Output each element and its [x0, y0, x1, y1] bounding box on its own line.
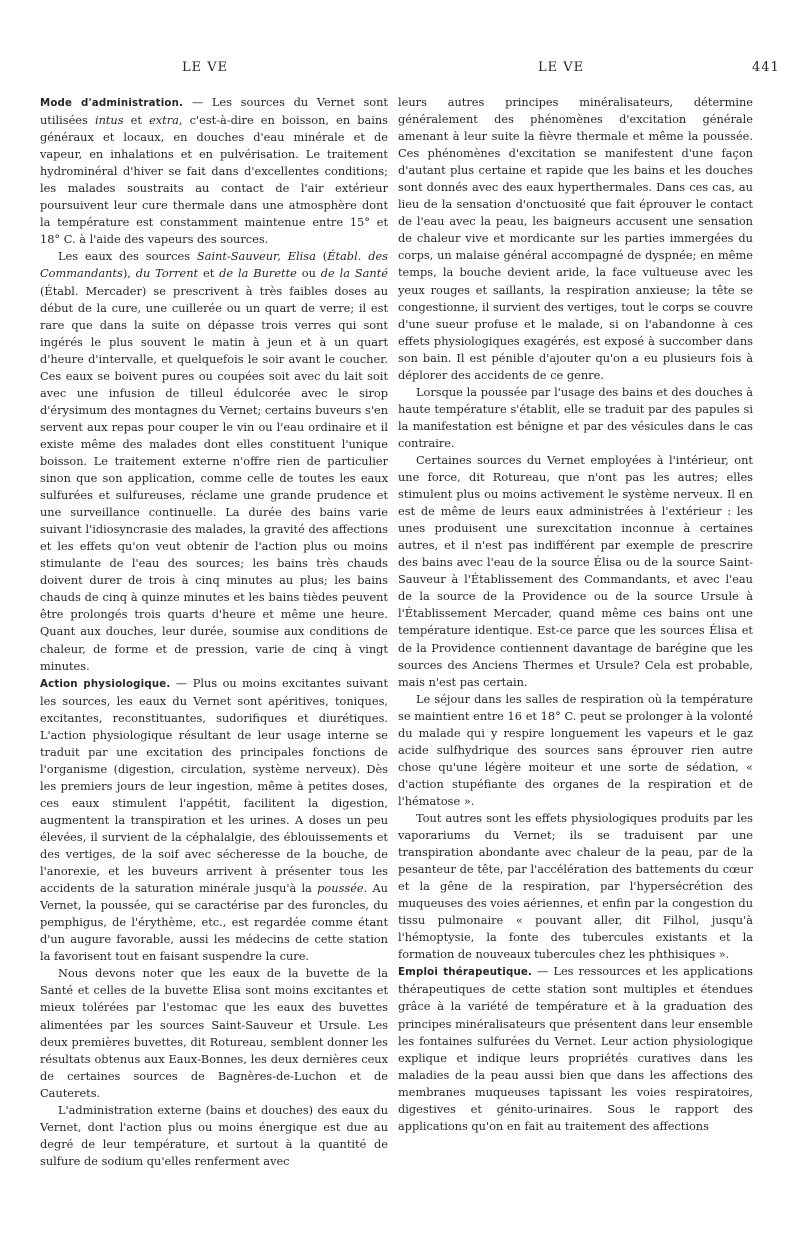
right-column — [398, 94, 753, 1220]
paragraph-salles-respiration: Le séjour dans les salles de respiration où la température se maintient entre 16 et 18° C. peut se prolonger à la volonté du malade qui y respire longuement les vapeurs et le gaz acide sulfhydrique des sources sans éprouver rien autre chose qu'une légère moiteur et une sorte de sédation, « d'action stupéfiante des organes de la respiration et de l'hématose ». — [398, 691, 753, 808]
section-heading: Mode d'administration. — [40, 98, 184, 109]
section-heading: Action physiologique. — [40, 678, 171, 690]
paragraph-buvettes: Nous devons noter que les eaux de la buvette de la Santé et celles de la buvette Elisa sont moins excitantes et mieux tolérées par l'estomac que les eaux des buvettes alimentées par les sources Saint-Sauveur et Ursule. Les deux premières buvettes, dit Rotureau, semblent donner les résultats obtenus aux Eaux-Bonnes, les deux dernières ceux de certaines sources de Bagnères-de-Luchon et de Cauterets. — [40, 966, 388, 1100]
paragraph-mode-administration: Mode d'administration. — Les sources du Vernet sont utilisées intus et extra, c'est-à-dire en boisson, en bains généraux et locaux, en douches d'eau minérale et de vapeur, en inhalations et en pulvérisation. Le traitement hydrominéral d'hiver se fait dans d'excellentes conditions; les malades soustraits au contact de l'air extérieur poursuivent leur cure thermale dans une atmosphère dont la température est constamment maintenue entre 15° et 18° C. à l'aide des vapeurs des sources. — [40, 95, 388, 247]
paragraph-action-physiologique: Action physiologique. — Plus ou moins excitantes suivant les sources, les eaux du Vernet sont apéritives, toniques, excitantes, reconstituantes, sudorifiques et diurétiques. L'action physiologique résultant de leur usage interne se traduit par une excitation des principales fonctions de l'organisme (digestion, circulation, système nerveux). Dès les premiers jours de leur ingestion, même à petites doses, ces eaux stimulent l'appétit, facilitent la digestion, augmentent la transpiration et les urines. A doses un peu élevées, il survient de la céphalalgie, des éblouissements et des vertiges, de la soif avec sécheresse de la bouche, de l'anorexie, et les buveurs arrivent à présenter tous les accidents de la saturation minérale jusqu'à la poussée. Au Vernet, la poussée, qui se caractérise par des furoncles, du pemphigus, de l'érythème, etc., est regardée comme étant d'un augure favorable, aussi les médecins de cette station la favorisent tout en faisant suspendre la cure. — [40, 675, 388, 964]
section-heading: Emploi thérapeutique. — [398, 967, 533, 979]
paragraph-administration-externe: L'administration externe (bains et douches) des eaux du Vernet, dont l'action plus ou moins énergique est due au degré de leur température, et surtout à la quantité de sulfure de sodium qu'elles renferment avec — [40, 1102, 388, 1168]
paragraph-continuation: leurs autres principes minéralisateurs, détermine généralement des phénomènes d'excitation générale amenant à leur suite la fièvre thermale et même la poussée. Ces phénomènes d'excitation se manifestent d'une façon d'autant plus certaine et rapide que les bains et les douches sont donnés avec des eaux hyperthermales. Dans ces cas, au lieu de la sensation d'onctuosité que fait éprouver le contact de l'eau avec la peau, les baigneurs accusent une sensation de chaleur vive et mordicante sur les parties immergées du corps, un malaise général accompagné de dyspnée; en même temps, la bouche devient aride, la face vultueuse avec les yeux rouges et saillants, la respiration anxieuse; la tête se congestionne, il survient des vertiges, tout le corps se couvre d'une sueur profuse et le malade, si on l'abandonne à ces effets physiologiques exagérés, est exposé à succomber dans son bain. Il est pénible d'ajouter qu'on a eu plusieurs fois à déplorer des accidents de ce genre. — [398, 95, 753, 382]
page-number: 441 — [752, 60, 780, 75]
paragraph-sources-comparison: Certaines sources du Vernet employées à l'intérieur, ont une force, dit Rotureau, que n'ont pas les autres; elles stimulent plus ou moins activement le système nerveux. Il en est de même de leurs eaux administrées à l'extérieur : les unes produisent une surexcitation inconnue à certaines autres, et il n'est pas indifférent par exemple de prescrire des bains avec l'eau de la source Élisa ou de la source Saint-Sauveur à l'Établissement des Commandants, et avec l'eau de la source de la Providence ou de la source Ursule à l'Établissement Mercader, quand même ces bains ont une température identique. Est-ce parce que les sources Élisa et de la Providence contiennent davantage de barégine que les sources des Anciens Thermes et Ursule? Cela est probable, mais n'est pas certain. — [398, 452, 753, 689]
running-head-right: LE VE — [538, 60, 585, 75]
running-head-left: LE VE — [182, 60, 229, 75]
paragraph-emploi-therapeutique: Emploi thérapeutique. — Les ressources et les applications thérapeutiques de cette station sont multiples et étendues grâce à la variété de température et à la graduation des principes minéralisateurs que présentent dans leur ensemble les fontaines sulfurées du Vernet. Leur action physiologique explique et indique leurs propriétés curatives dans les maladies de la peau aussi bien que dans les affections des membranes muqueuses tapissant les voies respiratoires, digestives et génito-urinaires. Sous le rapport des applications qu'on en fait au traitement des affections — [398, 964, 753, 1133]
paragraph-vaporariums: Tout autres sont les effets physiologiques produits par les vaporariums du Vernet; ils se traduisent par une transpiration abondante avec chaleur de la peau, par de la pesanteur de tête, par l'accélération des battements du cœur et la gêne de la respiration, par l'hypersécrétion des muqueuses des voies aériennes, et enfin par la congestion du tissu pulmonaire « pouvant aller, dit Filhol, jusqu'à l'hémoptysie, la fonte des tubercules existants et la formation de nouveaux tubercules chez les phthisiques ». — [398, 810, 753, 962]
paragraph-poussee: Lorsque la poussée par l'usage des bains et des douches à haute température s'établit, elle se traduit par des papules si la manifestation est bénigne et par des vésicules dans le cas contraire. — [398, 384, 753, 450]
left-column — [40, 94, 388, 1220]
paragraph-sources: Les eaux des sources Saint-Sauveur, Elisa (Établ. des Commandants), du Torrent et de la Burette ou de la Santé (Établ. Mercader) se prescrivent à très faibles doses au début de la cure, une cuillerée ou un quart de verre; il est rare que dans la suite on dépasse trois verres qui sont ingérés le plus souvent le matin à jeun et à un quart d'heure d'intervalle, et quelquefois le soir avant le coucher. Ces eaux se boivent pures ou coupées soit avec du lait soit avec une infusion de tilleul édulcorée avec le sirop d'érysimum des montagnes du Vernet; certains buveurs s'en servent aux repas pour couper le vin ou l'eau ordinaire et il existe même des malades dont elles constituent l'unique boisson. Le traitement externe n'offre rien de particulier sinon que son application, comme celle de toutes les eaux sulfurées et sulfureuses, réclame une grande prudence et une surveillance continuelle. La durée des bains varie suivant l'idiosyncrasie des malades, la gravité des affections et les effets qu'on veut obtenir de l'action plus ou moins stimulante de l'eau des sources; les bains très chauds doivent durer de trois à cinq minutes au plus; les bains chauds de cinq à quinze minutes et les bains tièdes peuvent être prolongés trois quarts d'heure et même une heure. Quant aux douches, leur durée, soumise aux conditions de chaleur, de forme et de pression, varie de cinq à vingt minutes. — [40, 249, 388, 673]
